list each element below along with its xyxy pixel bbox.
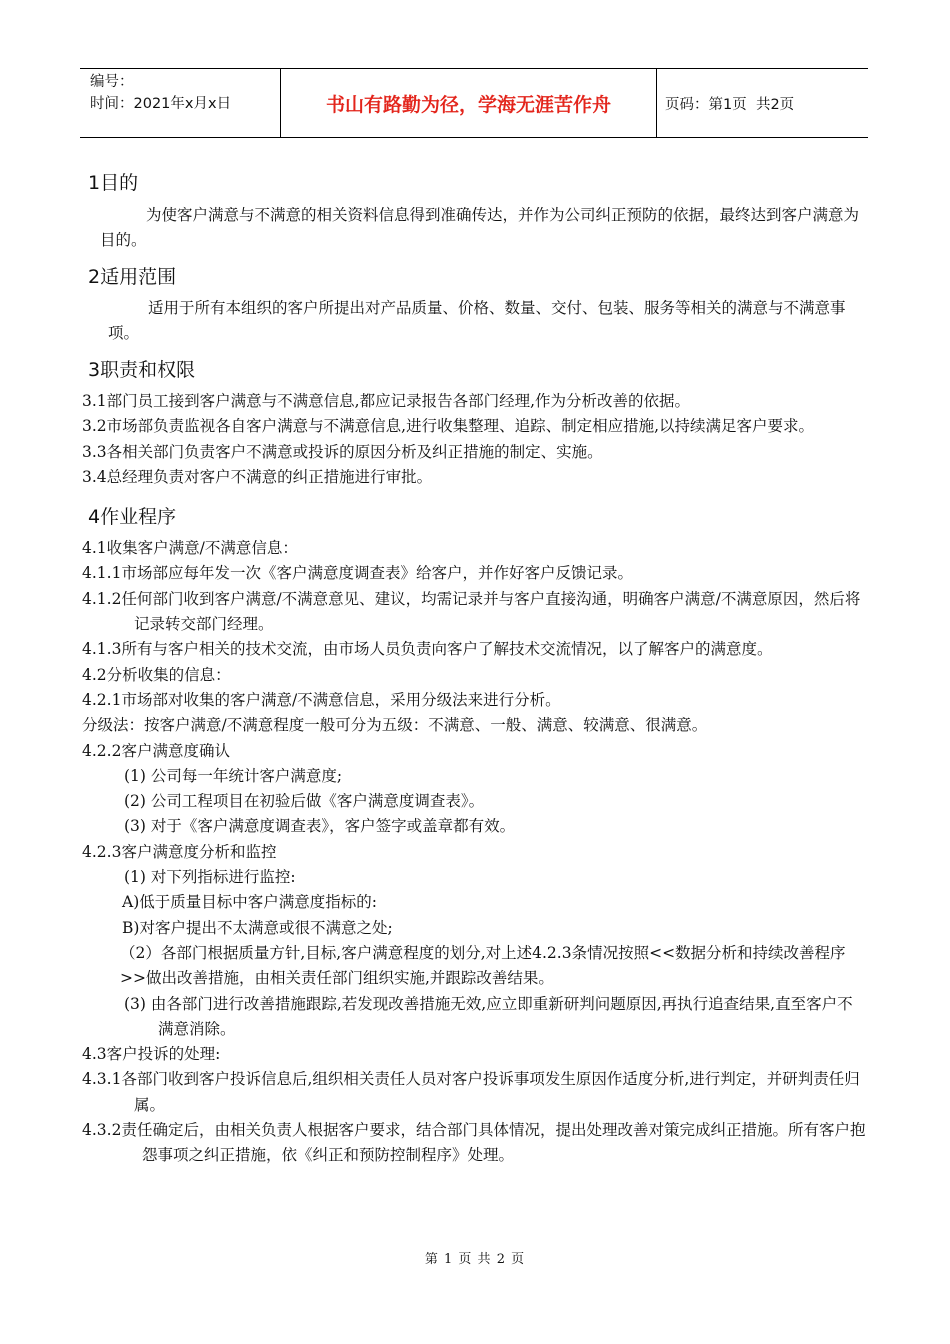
document-body (82, 168, 868, 1169)
purpose-paragraph: 为使客户满意与不满意的相关资料信息得到准确传达，并作为公司纠正预防的依据，最终达到客户满意为目的。 (100, 206, 860, 249)
procedure-line: 4.3.1各部门收到客户投诉信息后,组织相关责任人员对客户投诉事项发生原因作适度分析,进行判定，并研判责任归属。 (82, 1070, 860, 1114)
footer-page-number: 第 1 页 共 2 页 (424, 1252, 526, 1267)
header-table (80, 68, 868, 138)
responsibility-item: 3.3各相关部门负责客户不满意或投诉的原因分析及纠正措施的制定、实施。 (82, 442, 603, 461)
procedure-subitem: (2) 公司工程项目在初验后做《客户满意度调查表》。 (124, 792, 485, 811)
procedure-line: 4.3客户投诉的处理: (82, 1045, 221, 1064)
procedure-subitem: （2）各部门根据质量方针,目标,客户满意程度的划分,对上述4.2.3条情况按照<<数据分析和持续改善程序>>做出改善措施，由相关责任部门组织实施,并跟踪改善结果。 (120, 943, 846, 988)
procedure-subitem: A)低于质量目标中客户满意度指标的: (122, 893, 377, 912)
procedure-line: 4.2分析收集的信息： (82, 665, 231, 684)
procedure-subitem: (3) 由各部门进行改善措施跟踪,若发现改善措施无效,应立即重新研判问题原因,再执行追查结果,直至客户不满意消除。 (124, 994, 853, 1038)
section-title-scope: 2适用范围 (88, 266, 177, 288)
scope-paragraph: 适用于所有本组织的客户所提出对产品质量、价格、数量、交付、包装、服务等相关的满意与不满意事项。 (108, 299, 846, 342)
section-title-procedure: 4作业程序 (88, 506, 177, 529)
procedure-line: 4.2.3客户满意度分析和监控 (82, 842, 277, 861)
header-slogan: 书山有路勤为径，学海无涯苦作舟 (280, 69, 657, 137)
procedure-subitem: (3) 对于《客户满意度调查表》，客户签字或盖章都有效。 (124, 817, 516, 836)
procedure-line: 4.1.3所有与客户相关的技术交流，由市场人员负责向客户了解技术交流情况，以了解客户的满意度。 (82, 640, 773, 659)
section-title-purpose: 1目的 (88, 172, 139, 194)
header-page-info: 页码：第1页 共2页 (665, 96, 795, 113)
document-number-label: 编号： (90, 74, 134, 90)
header-left-cell (80, 69, 280, 137)
section-title-responsibilities: 3职责和权限 (88, 359, 196, 381)
header-page-info-cell (657, 69, 868, 137)
responsibility-item: 3.2市场部负责监视各自客户满意与不满意信息,进行收集整理、追踪、制定相应措施,以持续满足客户要求。 (82, 417, 815, 436)
procedure-line: 4.3.2责任确定后，由相关负责人根据客户要求，结合部门具体情况，提出处理改善对策完成纠正措施。所有客户抱怨事项之纠正措施，依《纠正和预防控制程序》处理。 (82, 1121, 866, 1165)
procedure-subitem: (1) 公司每一年统计客户满意度; (124, 766, 343, 785)
procedure-line: 4.2.2客户满意度确认 (82, 741, 230, 760)
responsibility-item: 3.4总经理负责对客户不满意的纠正措施进行审批。 (82, 467, 433, 486)
page-footer (0, 1248, 950, 1267)
document-time: 时间：2021年x月x日 (90, 96, 232, 112)
procedure-line: 4.1.1市场部应每年发一次《客户满意度调查表》给客户，并作好客户反馈记录。 (82, 564, 633, 583)
procedure-subitem: B)对客户提出不太满意或很不满意之处; (122, 918, 393, 937)
procedure-subitem: (1) 对下列指标进行监控: (124, 868, 296, 887)
responsibility-item: 3.1部门员工接到客户满意与不满意信息,都应记录报告各部门经理,作为分析改善的依据。 (82, 392, 691, 410)
procedure-line: 4.1收集客户满意/不满意信息： (82, 539, 298, 558)
grading-line: 分级法：按客户满意/不满意程度一般可分为五级：不满意、一般、满意、较满意、很满意。 (82, 716, 708, 735)
procedure-line: 4.2.1市场部对收集的客户满意/不满意信息，采用分级法来进行分析。 (82, 690, 561, 709)
procedure-line: 4.1.2任何部门收到客户满意/不满意意见、建议，均需记录并与客户直接沟通，明确客户满意/不满意原因，然后将记录转交部门经理。 (82, 589, 861, 634)
procedure-list (82, 536, 868, 1168)
